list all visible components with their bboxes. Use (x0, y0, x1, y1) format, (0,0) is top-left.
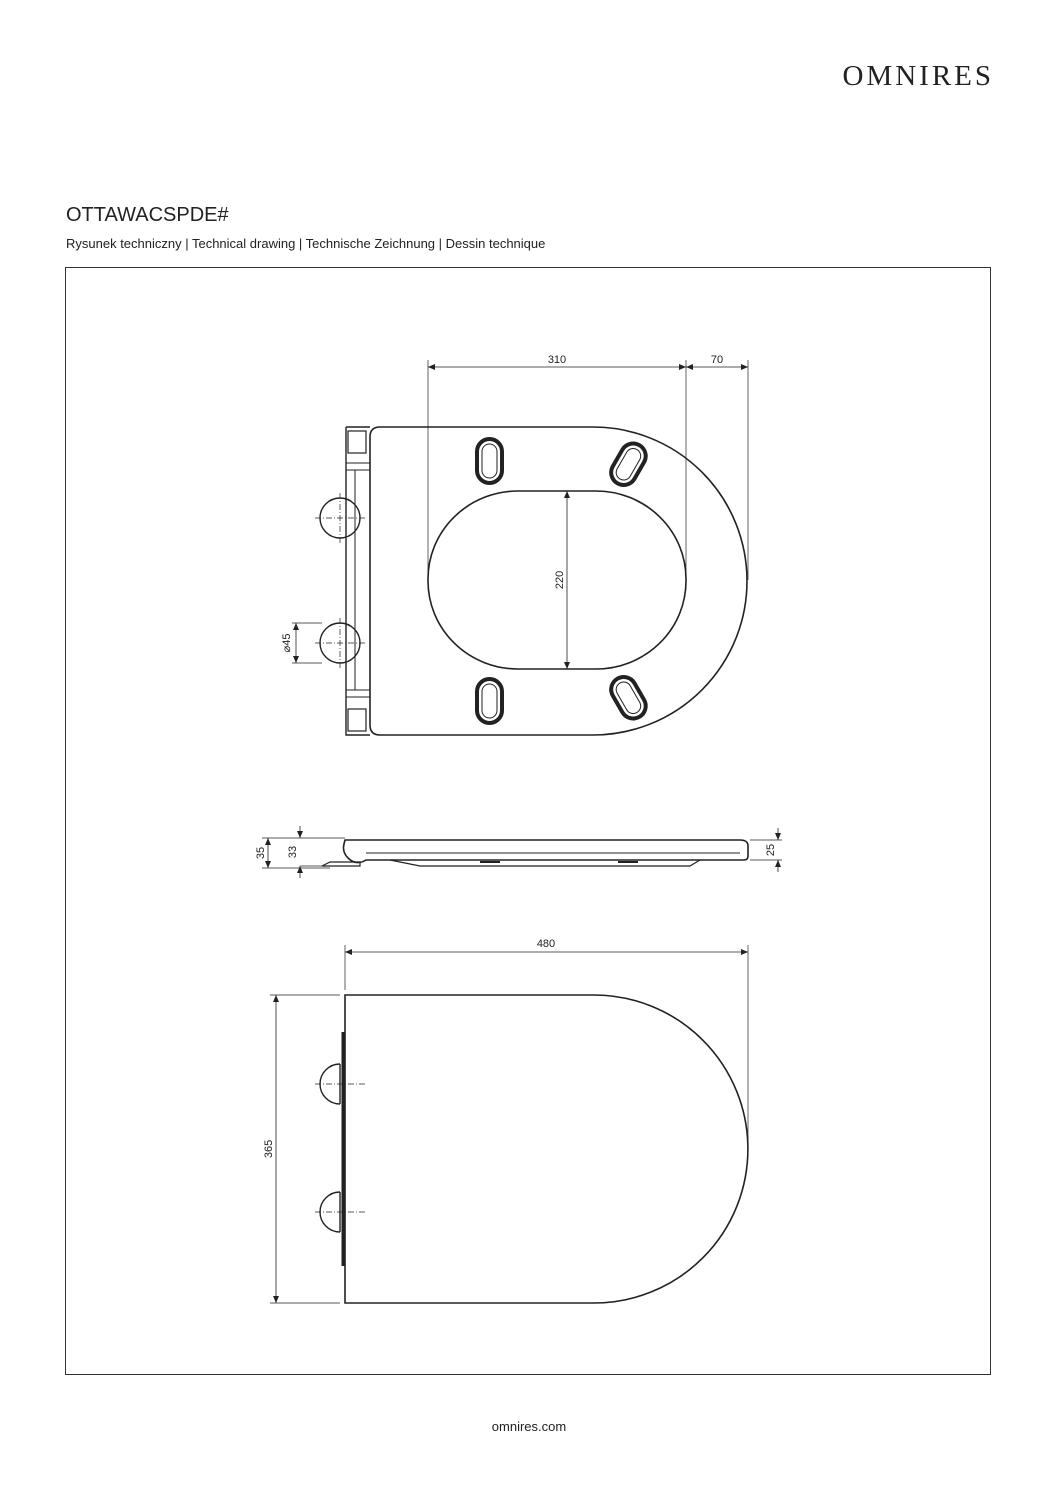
dim-inner-depth: 220 (554, 570, 566, 590)
dim-rim-width: 70 (710, 354, 724, 366)
dim-hinge-diameter: ⌀45 (281, 633, 293, 653)
product-code: OTTAWACSPDE# (66, 204, 229, 226)
brand-logo: OMNIRES (842, 60, 994, 92)
footer-website-link[interactable]: omnires.com (491, 1419, 567, 1434)
seat-side-profile (344, 840, 749, 863)
top-view (292, 360, 748, 735)
dim-total-height: 35 (255, 846, 267, 860)
dim-hinge-height: 33 (287, 845, 299, 859)
dim-front-height: 25 (765, 843, 777, 857)
lid-outline (345, 995, 748, 1303)
dim-length: 480 (536, 938, 556, 950)
dim-width: 365 (263, 1139, 275, 1159)
bottom-view (270, 945, 748, 1303)
dim-inner-width: 310 (547, 354, 567, 366)
hinge-bracket (346, 427, 370, 735)
drawing-subtitle: Rysunek techniczny | Technical drawing | Technische Zeichnung | Dessin technique (66, 236, 546, 251)
side-view (262, 826, 782, 878)
